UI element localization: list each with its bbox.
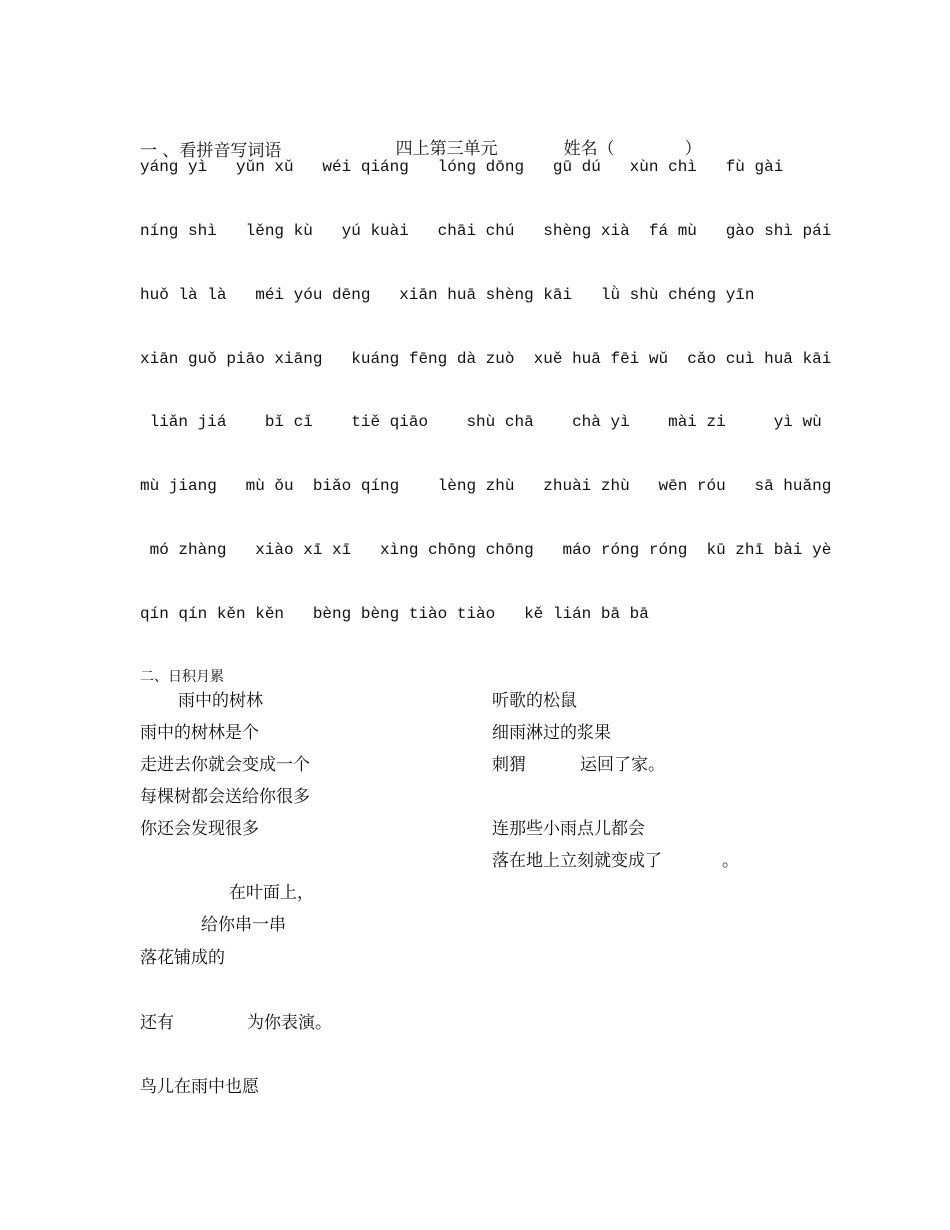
left-poem-line: 每棵树都会送给你很多 (140, 787, 310, 807)
section2-heading: 二、日积月累 (140, 669, 224, 685)
left-poem-line: 为你表演。 (247, 1013, 332, 1033)
name-close: ） (684, 139, 702, 159)
left-poem-line: 你还会发现很多 (140, 819, 259, 839)
section1-heading: 一 、看拼音写词语 (140, 141, 282, 161)
left-poem-line: 给你串一串 (201, 915, 286, 935)
left-poem-line: 鸟儿在雨中也愿 (140, 1077, 259, 1097)
name-label: 姓名（ (563, 139, 615, 159)
pinyin-line-6: mù jiang mù ǒu biǎo qíng lèng zhù zhuài zhù wēn róu sā huǎng (140, 477, 832, 495)
left-poem-line: 落花铺成的 (140, 948, 225, 968)
right-poem-line: 。 (722, 851, 739, 871)
right-poem-line: 连那些小雨点儿都会 (492, 819, 645, 839)
left-poem-line: 走进去你就会变成一个 (140, 755, 310, 775)
left-poem-line: 还有 (140, 1013, 174, 1033)
right-poem-line: 运回了家。 (580, 755, 665, 775)
pinyin-line-7: mó zhàng xiào xī xī xìng chōng chōng máo róng róng kū zhī bài yè (140, 541, 832, 559)
left-poem-title: 雨中的树林 (178, 691, 263, 711)
left-poem-line: 在叶面上， (229, 883, 314, 903)
right-poem-line: 细雨淋过的浆果 (492, 723, 611, 743)
right-poem-title: 听歌的松鼠 (492, 691, 577, 711)
pinyin-line-1: yáng yì yǔn xǔ wéi qiáng lóng dōng gū dú xùn chì fù gài (140, 158, 784, 176)
pinyin-line-8: qín qín kěn kěn bèng bèng tiào tiào kě lián bā bā (140, 605, 649, 623)
pinyin-line-5: liǎn jiá bǐ cǐ tiě qiāo shù chā chà yì mài zi yì wù (140, 413, 822, 431)
pinyin-line-4: xiān guǒ piāo xiāng kuáng fēng dà zuò xuě huā fēi wǔ cǎo cuì huā kāi (140, 350, 832, 368)
unit-title: 四上第三单元 (395, 139, 498, 159)
right-poem-line: 落在地上立刻就变成了 (492, 851, 662, 871)
pinyin-line-3: huǒ là là méi yóu dēng xiān huā shèng kāi lǜ shù chéng yīn (140, 286, 755, 304)
pinyin-line-2: níng shì lěng kù yú kuài chāi chú shèng xià fá mù gào shì pái (140, 222, 832, 240)
right-poem-line: 刺猬 (492, 755, 526, 775)
left-poem-line: 雨中的树林是个 (140, 723, 259, 743)
